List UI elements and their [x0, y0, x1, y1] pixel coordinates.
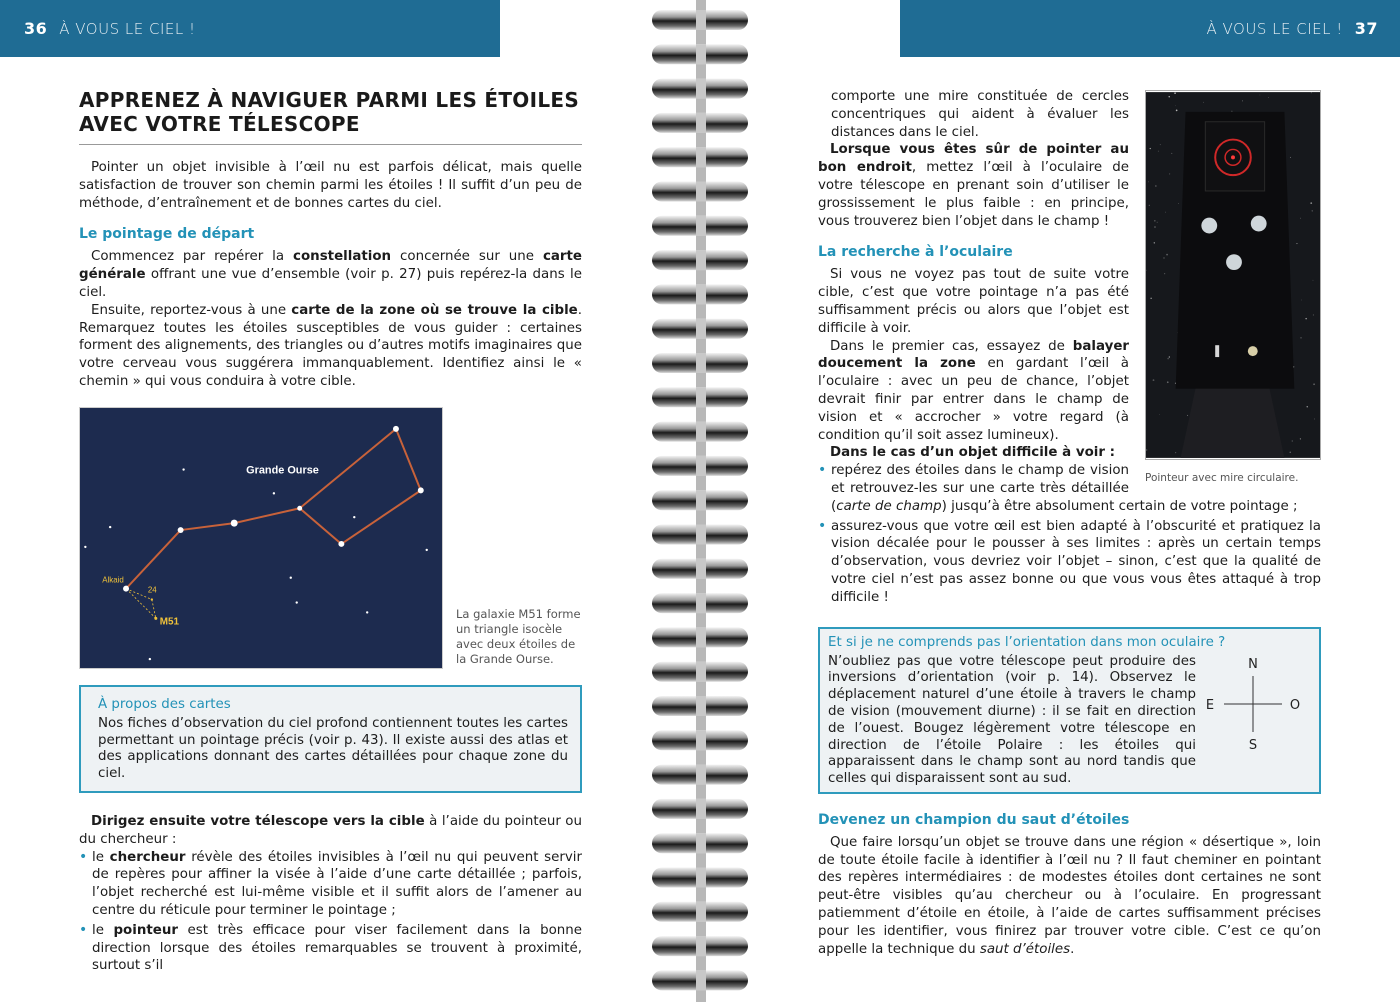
pointer-screw-1 — [1201, 218, 1217, 234]
photo-background-star — [1307, 406, 1308, 407]
reticle-center — [1231, 155, 1235, 159]
map-star — [231, 519, 238, 526]
photo-background-star — [1165, 212, 1166, 213]
info-box-text: Nos fiches d’observation du ciel profond contiennent toutes les cartes permettant un pointage précis (voir p. 43). Il existe aussi des atlas et des applications donnant des cartes détaillées pour chaque zone du ciel. — [98, 715, 568, 782]
ring-spine-segment — [696, 593, 706, 613]
photo-background-star — [1167, 381, 1169, 383]
right-page-content — [818, 88, 1321, 958]
photo-background-star — [1314, 419, 1315, 420]
compass-east: E — [1205, 697, 1215, 713]
photo-background-star — [1169, 173, 1170, 174]
ring-spine-segment — [696, 833, 706, 853]
ring-spine-segment — [696, 662, 706, 682]
constellation-line — [300, 508, 342, 544]
ring-spine-segment — [696, 696, 706, 716]
compass-south: S — [1248, 737, 1258, 753]
left-running-title: À VOUS LE CIEL ! — [59, 19, 196, 38]
paragraph-constellation: Commencez par repérer la constellation concernée sur une carte générale offrant une vue d’ensemble (voir p. 27) puis repérez-la dans le ciel. — [79, 249, 582, 300]
photo-background-star — [1164, 273, 1165, 274]
compass-diagram — [1196, 654, 1311, 754]
photo-background-star — [1157, 222, 1158, 223]
title-divider — [79, 144, 582, 145]
map-faint-star — [273, 492, 275, 494]
section-heading-saut-etoiles: Devenez un champion du saut d’étoiles — [818, 811, 1130, 828]
ring-spine-segment — [696, 319, 706, 339]
ring-spine-segment — [696, 353, 706, 373]
ring-spine-segment — [696, 10, 706, 30]
map-star — [418, 487, 424, 493]
pointer-window — [1205, 122, 1264, 191]
left-page-content — [79, 88, 582, 977]
photo-background-star — [1187, 415, 1188, 416]
intro-paragraph: Pointer un objet invisible à l’œil nu est parfois délicat, mais quelle satisfaction de trouver son chemin parmi les étoiles ! Il suffit d’un peu de méthode, d’entraînement et de bonnes cartes du ciel. — [79, 160, 582, 211]
section-heading-pointage: Le pointage de départ — [79, 226, 255, 243]
map-faint-star — [109, 526, 111, 528]
compass-rose — [1196, 654, 1311, 754]
constellation-line — [396, 429, 421, 491]
photo-caption: Pointeur avec mire circulaire. — [1145, 472, 1299, 484]
pointer-base — [1181, 389, 1285, 458]
bullet-reperez: • repérez des étoiles dans le champ de vision et retrouvez-les sur une carte très détaillée (carte de champ) jusqu’à être absolument certain de votre pointage ; — [818, 462, 1321, 515]
photo-background-star — [1174, 92, 1176, 94]
photo-background-star — [1149, 205, 1150, 206]
ring-spine-segment — [696, 970, 706, 990]
ring-spine-segment — [696, 902, 706, 922]
ring-spine-segment — [696, 182, 706, 202]
ring-spine-segment — [696, 525, 706, 545]
photo-background-star — [1148, 182, 1149, 183]
photo-background-star — [1163, 257, 1164, 258]
right-page-header — [900, 0, 1400, 57]
photo-background-star — [1311, 92, 1312, 93]
constellation-line — [181, 523, 235, 530]
map-star — [297, 506, 302, 511]
pointer-screw-3 — [1226, 254, 1242, 270]
compass-west: O — [1289, 697, 1301, 713]
map-label-constellation: Grande Ourse — [246, 464, 319, 477]
photo-background-star — [1166, 254, 1168, 256]
ring-spine-segment — [696, 559, 706, 579]
photo-background-star — [1178, 203, 1179, 204]
info-box-cartes — [79, 685, 582, 793]
photo-background-star — [1167, 358, 1169, 360]
info-box-title: À propos des cartes — [98, 696, 231, 712]
map-faint-star — [353, 516, 355, 518]
map-faint-star — [182, 468, 184, 470]
map-faint-star — [149, 658, 151, 660]
photo-background-star — [1313, 280, 1314, 281]
photo-background-star — [1268, 97, 1269, 98]
photo-background-star — [1300, 438, 1301, 439]
ring-spine-segment — [696, 456, 706, 476]
constellation-line — [234, 508, 299, 523]
left-page-header — [0, 0, 500, 57]
ring-spine-segment — [696, 44, 706, 64]
photo-background-star — [1242, 100, 1243, 101]
map-faint-star — [366, 611, 368, 613]
pointer-knob — [1248, 346, 1258, 356]
ring-spine-segment — [696, 387, 706, 407]
photo-background-star — [1296, 243, 1297, 244]
photo-background-star — [1153, 379, 1155, 381]
photo-background-star — [1155, 185, 1156, 186]
ring-spine-segment — [696, 799, 706, 819]
left-page-number: 36 — [24, 19, 48, 38]
photo-background-star — [1313, 383, 1315, 385]
photo-background-star — [1310, 202, 1312, 204]
ring-spine-segment — [696, 284, 706, 304]
pointer-photo — [1145, 90, 1321, 460]
photo-background-star — [1290, 157, 1291, 158]
map-faint-star — [426, 548, 428, 550]
photo-background-star — [1176, 110, 1178, 112]
bullet-list-left — [79, 849, 582, 976]
pointer-photo-figure — [1145, 90, 1321, 484]
map-label-m51: M51 — [159, 616, 180, 628]
photo-background-star — [1146, 449, 1147, 450]
info-box-orientation — [818, 627, 1321, 794]
bullet-assurez-vous: • assurez-vous que votre œil est bien adapté à l’obscurité et pratiquez la vision décalée pour le pousser à ses limites : après un certain temps d’observation, vous devriez voir l’objet – sinon, c’est que la qualité de votre ciel n’est pas assez bonne ou que vous vous êtes attaqué à trop difficile ! — [818, 518, 1321, 607]
map-star — [338, 541, 344, 547]
orientation-box-title: Et si je ne comprends pas l’orientation dans mon oculaire ? — [828, 634, 1226, 650]
paragraph-objet-difficile: Dans le cas d’un objet difficile à voir : — [830, 445, 1115, 461]
pointer-switch — [1215, 345, 1219, 357]
photo-background-star — [1158, 151, 1159, 152]
paragraph-saut-etoiles: Que faire lorsqu’un objet se trouve dans une région « désertique », loin de toute étoile facile à identifier à l’œil nu ? Il faut cheminer en pointant des repères intermédiaires : de modestes étoiles dont certaines ne sont peut-être visibles qu’au chercheur ou à l’oculaire. En progressant patiemment d’étoile en étoile, à l’aide de cartes suffisamment précises pour les identifier, vous finirez par trouver votre cible. C’est ce qu’on appelle la technique du saut d’étoiles. — [818, 834, 1321, 957]
spiral-binding — [640, 0, 760, 1002]
photo-background-star — [1260, 95, 1261, 96]
paragraph-bon-endroit: Lorsque vous êtes sûr de pointer au bon endroit, mettez l’œil à l’oculaire de votre télescope en prenant soin d’utiliser le grossissement le plus faible : en principe, vous trouverez bien l’objet dans le champ ! — [818, 142, 1129, 229]
constellation-line — [126, 530, 181, 589]
paragraph-dirigez: Dirigez ensuite votre télescope vers la cible à l’aide du pointeur ou du chercheur : — [79, 813, 582, 847]
pointer-screw-2 — [1251, 216, 1267, 232]
photo-background-star — [1313, 314, 1314, 315]
ring-spine-segment — [696, 627, 706, 647]
ring-spine-segment — [696, 765, 706, 785]
star-map-figure — [79, 407, 582, 669]
photo-background-star — [1169, 356, 1170, 357]
ring-spine-segment — [696, 216, 706, 236]
photo-background-star — [1289, 452, 1291, 454]
orientation-box-text: N’oubliez pas que votre télescope peut produire des inversions d’orientation (voir p. 14). Observez le déplacement naturel d’une étoile à travers le champ de vision (mouvement diurne) : il se fait en direction de l’ouest. Bougez légèrement votre télescope en direction de l’étoile Polaire : les étoiles qui apparaissent dans le champ sont au nord tandis que celles qui disparaissent sont au sud. — [828, 653, 1196, 787]
star-map — [79, 407, 443, 669]
map-faint-star — [84, 546, 86, 548]
photo-background-star — [1150, 298, 1151, 299]
photo-background-star — [1159, 414, 1160, 415]
photo-background-star — [1154, 242, 1155, 243]
map-caption: La galaxie M51 forme un triangle isocèle avec deux étoiles de la Grande Ourse. — [456, 606, 581, 666]
photo-background-star — [1203, 102, 1204, 103]
paragraph-pas-tout-de-suite: Si vous ne voyez pas tout de suite votre cible, c’est que votre pointage n’a pas été suffisamment précis ou alors que l’objet est difficile à voir. — [818, 267, 1129, 336]
map-star — [123, 585, 129, 591]
photo-background-star — [1160, 144, 1161, 145]
ring-spine-segment — [696, 147, 706, 167]
right-running-title: À VOUS LE CIEL ! — [1206, 19, 1343, 38]
photo-background-star — [1171, 153, 1172, 154]
paragraph-mire: comporte une mire constituée de cercles concentriques qui aident à évaluer les distances dans le ciel. — [831, 89, 1129, 140]
photo-background-star — [1150, 148, 1151, 149]
photo-background-star — [1175, 452, 1176, 453]
ring-spine-segment — [696, 490, 706, 510]
bullet-pointeur: • le pointeur est très efficace pour viser facilement dans la bonne direction lorsque des étoiles remarquables se trouvent à proximité, surtout s’il — [79, 922, 582, 975]
photo-background-star — [1301, 337, 1302, 338]
right-page-number: 37 — [1354, 19, 1378, 38]
ring-spine-segment — [696, 250, 706, 270]
photo-background-star — [1154, 226, 1155, 227]
photo-background-star — [1145, 270, 1146, 271]
map-star — [178, 527, 184, 533]
ring-spine-segment — [696, 730, 706, 750]
bullet-list-right — [818, 462, 1321, 606]
map-m51-marker — [154, 617, 157, 620]
section-heading-oculaire: La recherche à l’oculaire — [818, 244, 1013, 261]
photo-background-star — [1292, 440, 1293, 441]
bullet-chercheur: • le chercheur révèle des étoiles invisibles à l’œil nu qui peuvent servir de repères pour affiner la visée à l’aide d’une carte détaillée ; parfois, l’objet recherché est lui-même visible et il suffit alors de l’amener au centre du réticule pour terminer le pointage ; — [79, 849, 582, 920]
map-faint-star — [296, 601, 298, 603]
map-label-24: 24 — [147, 585, 157, 595]
photo-background-star — [1312, 210, 1313, 211]
map-faint-star — [290, 576, 292, 578]
compass-north: N — [1248, 656, 1258, 672]
paragraph-carte-zone: Ensuite, reportez-vous à une carte de la zone où se trouve la cible. Remarquez toutes les étoiles susceptibles de vous guider : certaines forment des alignements, des triangles ou d’autres motifs imaginaires que votre cerveau vous suggérera immanquablement. Identifiez ainsi le « chemin » qui vous conduira à votre cible. — [79, 302, 583, 389]
ring-spine-segment — [696, 422, 706, 442]
map-star-24 — [151, 598, 153, 600]
paragraph-premier-cas: Dans le premier cas, essayez de balayer doucement la zone en gardant l’œil à l’oculaire : avec un peu de chance, l’objet devrait finir par entrer dans le champ de vision et « accrocher » votre regard (à condition qu’il soit assez lumineux). — [818, 338, 1129, 443]
photo-background-star — [1301, 300, 1302, 301]
ring-spine-segment — [696, 79, 706, 99]
photo-background-star — [1231, 111, 1232, 112]
photo-background-star — [1175, 105, 1176, 106]
ring-spine-segment — [696, 868, 706, 888]
map-label-alkaid: Alkaid — [102, 575, 124, 585]
ring-spine-segment — [696, 113, 706, 133]
ring-spine-segment — [696, 936, 706, 956]
photo-background-star — [1300, 218, 1301, 219]
photo-background-star — [1305, 318, 1307, 320]
map-star — [393, 426, 399, 432]
photo-background-star — [1168, 96, 1169, 97]
photo-background-star — [1154, 220, 1155, 221]
article-title: APPRENEZ À NAVIGUER PARMI LES ÉTOILES AVEC VOTRE TÉLESCOPE — [79, 88, 580, 136]
